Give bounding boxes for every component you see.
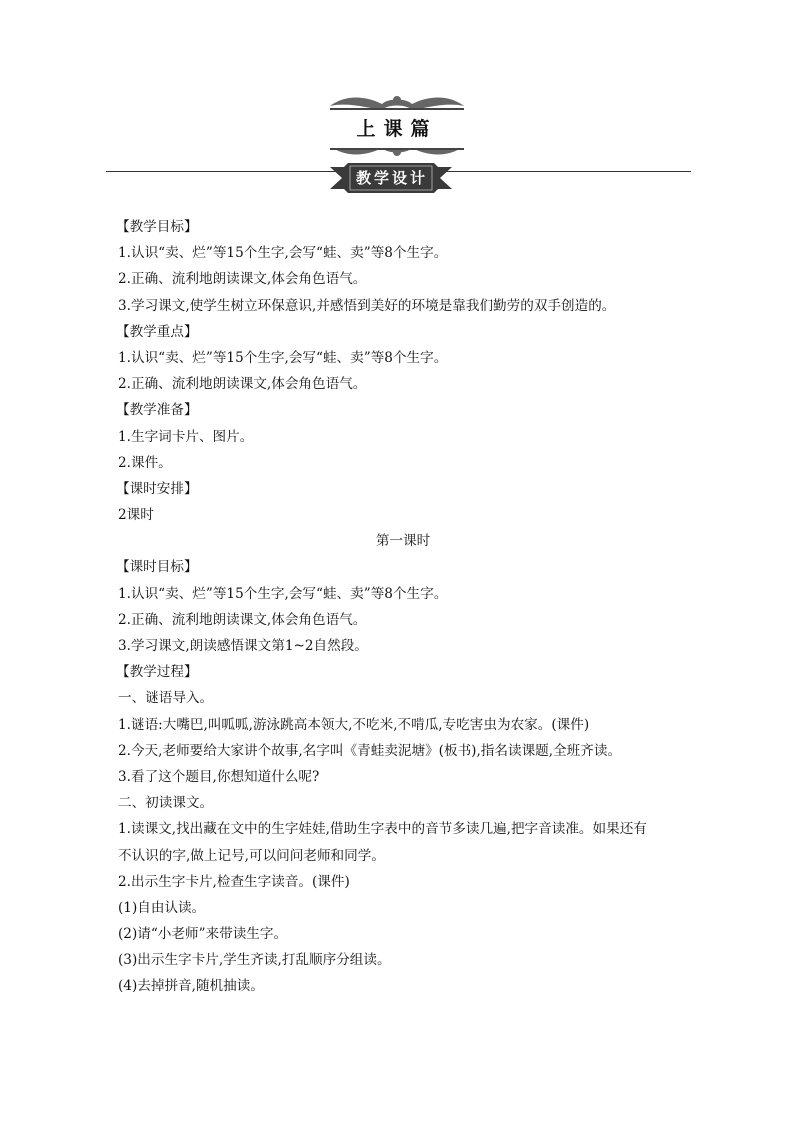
preparation-1: 1.生字词卡片、图片。	[118, 428, 254, 445]
process-item-continued: 不认识的字,做上记号,可以问问老师和同学。	[118, 847, 385, 864]
process-step-1: 一、谜语导入。	[118, 690, 214, 707]
heading-teaching-goals: 【教学目标】	[116, 219, 198, 235]
heading-key-points: 【教学重点】	[116, 323, 198, 340]
lesson-content	[118, 214, 688, 1000]
goal-1: 1.认识“卖、烂”等15个生字,会写“蛙、卖”等8个生字。	[118, 245, 448, 262]
process-subitem: (1)自由认读。	[118, 899, 206, 916]
heading-process: 【教学过程】	[116, 664, 198, 681]
period-goal-1: 1.认识“卖、烂”等15个生字,会写“蛙、卖”等8个生字。	[118, 585, 448, 602]
process-item: 2.出示生字卡片,检查生字读音。(课件)	[118, 873, 350, 890]
schedule-value: 2课时	[118, 507, 154, 524]
process-subitem: (2)请“小老师”来带读生字。	[118, 926, 288, 943]
process-item: 3.看了这个题目,你想知道什么呢?	[118, 768, 320, 785]
heading-preparation: 【教学准备】	[116, 402, 198, 419]
lesson-period-title: 第一课时	[375, 533, 431, 550]
key-point-2: 2.正确、流利地朗读课文,体会角色语气。	[118, 376, 367, 393]
preparation-2: 2.课件。	[118, 454, 172, 471]
process-subitem: (4)去掉拼音,随机抽读。	[118, 978, 264, 995]
section-title: 上课篇	[330, 108, 464, 150]
subtitle-label: 教学设计	[355, 169, 428, 187]
goal-2: 2.正确、流利地朗读课文,体会角色语气。	[118, 271, 367, 288]
process-item: 1.谜语:大嘴巴,叫呱呱,游泳跳高本领大,不吃米,不啃瓜,专吃害虫为农家。(课件)	[118, 716, 590, 733]
period-goal-2: 2.正确、流利地朗读课文,体会角色语气。	[118, 611, 367, 628]
process-subitem: (3)出示生字卡片,学生齐读,打乱顺序分组读。	[118, 952, 391, 969]
process-item: 2.今天,老师要给大家讲个故事,名字叫《青蛙卖泥塘》(板书),指名读课题,全班齐读。	[118, 742, 622, 759]
period-goal-3: 3.学习课文,朗读感悟课文第1~2自然段。	[118, 638, 368, 654]
heading-schedule: 【课时安排】	[116, 480, 198, 497]
goal-3: 3.学习课文,使学生树立环保意识,并感悟到美好的环境是靠我们勤劳的双手创造的。	[118, 297, 616, 314]
heading-period-goals: 【课时目标】	[116, 559, 198, 576]
process-step-2: 二、初读课文。	[118, 795, 214, 812]
process-item: 1.读课文,找出藏在文中的生字娃娃,借助生字表中的音节多读几遍,把字音读准。如果还有	[118, 821, 647, 838]
key-point-1: 1.认识“卖、烂”等15个生字,会写“蛙、卖”等8个生字。	[118, 349, 448, 366]
